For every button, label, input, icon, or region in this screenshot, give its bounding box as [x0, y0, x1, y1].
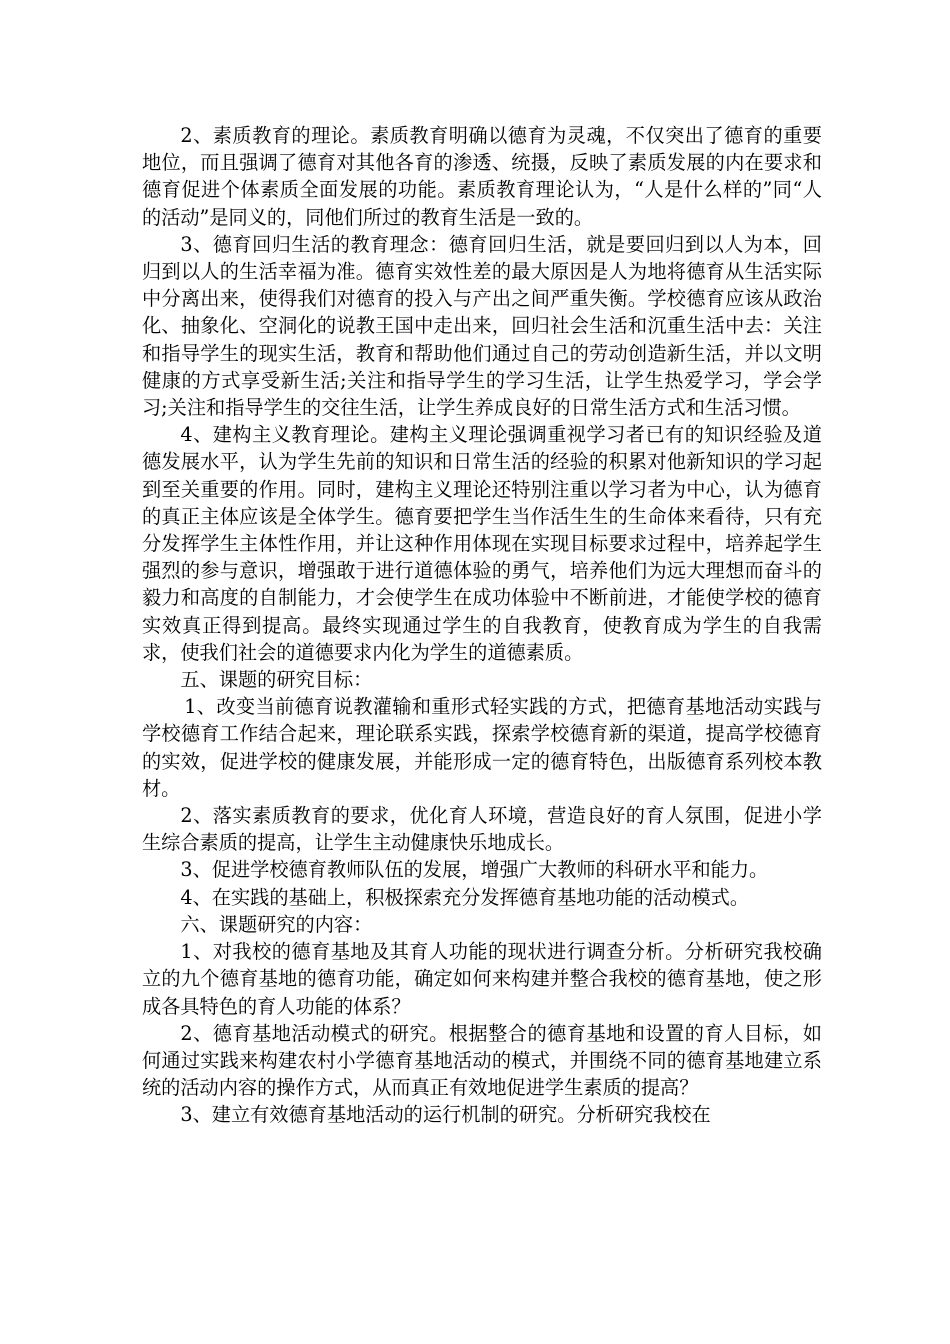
section-heading-research-content: 六、课题研究的内容： [180, 912, 373, 936]
paragraph-moral-education-life: 3、德育回归生活的教育理念：德育回归生活，就是要回归到以人为本，回归到以人的生活幸福为准。德育实效性差的最大原因是人为地将德育从生活实际中分离出来，使得我们对德育的投入与产出之间严重失衡。学校德育应该从政治化、抽象化、空洞化的说教王国中走出来，回归社会生活和沉重生活中去：关注和指导学生的现实生活，教育和帮助他们通过自己的劳动创造新生活，并以文明健康的方式享受新生活;关注和指导学生的学习生活，让学生热爱学习，学会学习;关注和指导学生的交往生活，让学生养成良好的日常生活方式和生活习惯。 [142, 232, 822, 420]
content-item-2: 2、德育基地活动模式的研究。根据整合的德育基地和设置的育人目标，如何通过实践来构建农村小学德育基地活动的模式，并围绕不同的德育基地建立系统的活动内容的操作方式，从而真正有效地促进学生素质的提高？ [142, 1021, 822, 1100]
paragraph-theory-quality-education: 2、素质教育的理论。素质教育明确以德育为灵魂，不仅突出了德育的重要地位，而且强调了德育对其他各育的渗透、统摄，反映了素质发展的内在要求和德育促进个体素质全面发展的功能。素质教育理论认为，“人是什么样的”同“人的活动”是同义的，同他们所过的教育生活是一致的。 [142, 124, 822, 229]
content-item-1: 1、对我校的德育基地及其育人功能的现状进行调查分析。分析研究我校确立的九个德育基地的德育功能，确定如何来构建并整合我校的德育基地，使之形成各具特色的育人功能的体系？ [142, 940, 822, 1018]
section-heading-research-goals: 五、课题的研究目标： [180, 668, 373, 692]
document-body [142, 122, 822, 1129]
goal-item-3: 3、促进学校德育教师队伍的发展，增强广大教师的科研水平和能力。 [180, 858, 769, 882]
goal-item-2: 2、落实素质教育的要求，优化育人环境，营造良好的育人氛围，促进小学生综合素质的提高，让学生主动健康快乐地成长。 [142, 804, 822, 855]
content-item-3: 3、建立有效德育基地活动的运行机制的研究。分析研究我校在 [180, 1103, 711, 1127]
paragraph-constructivism: 4、建构主义教育理论。建构主义理论强调重视学习者已有的知识经验及道德发展水平，认为学生先前的知识和日常生活的经验的积累对他新知识的学习起到至关重要的作用。同时，建构主义理论还特别注重以学习者为中心，认为德育的真正主体应该是全体学生。德育要把学生当作活生生的生命体来看待，只有充分发挥学生主体性作用，并让这种作用体现在实现目标要求过程中，培养起学生强烈的参与意识，增强敢于进行道德体验的勇气，培养他们为远大理想而奋斗的毅力和高度的自制能力，才会使学生在成功体验中不断前进，才能使学校的德育实效真正得到提高。最终实现通过学生的自我教育，使教育成为学生的自我需求，使我们社会的道德要求内化为学生的道德素质。 [142, 423, 822, 664]
goal-item-4: 4、在实践的基础上，积极探索充分发挥德育基地功能的活动模式。 [180, 885, 750, 909]
goal-item-1: 1、改变当前德育说教灌输和重形式轻实践的方式，把德育基地活动实践与学校德育工作结合起来，理论联系实践，探索学校德育新的渠道，提高学校德育的实效，促进学校的健康发展，并能形成一定的德育特色，出版德育系列校本教材。 [142, 695, 822, 800]
